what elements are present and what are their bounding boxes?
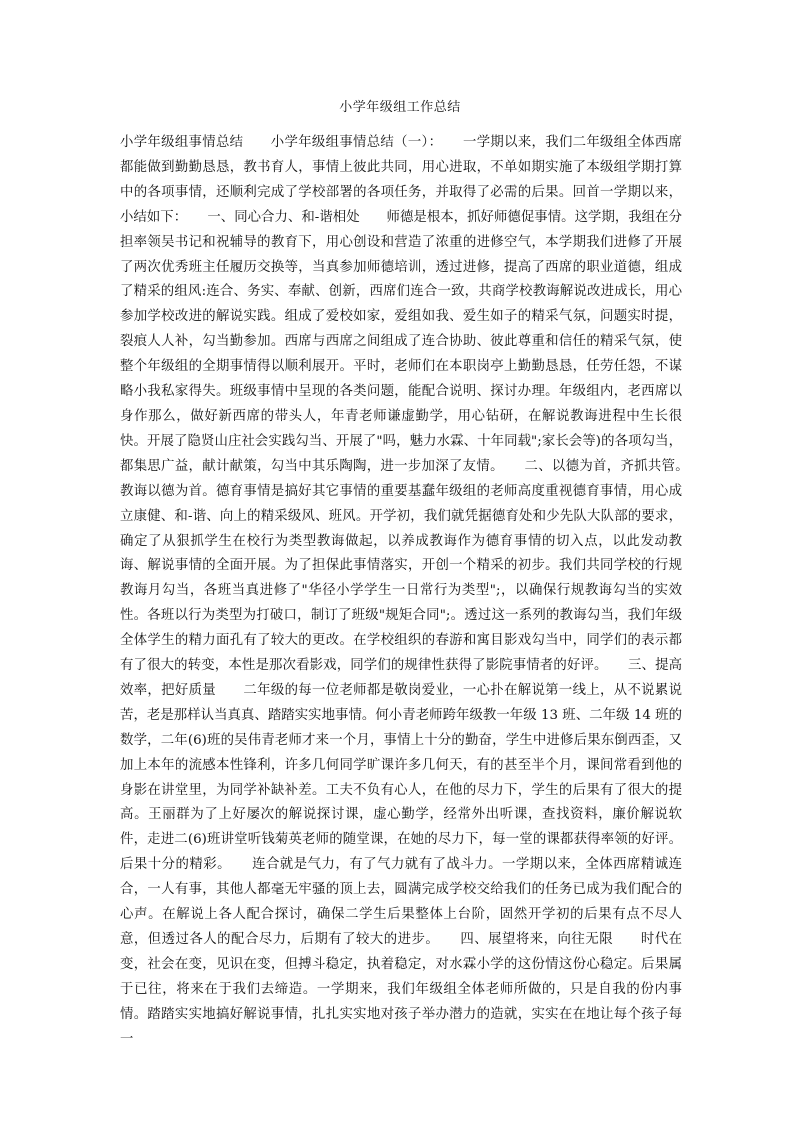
body-paragraph: 小学年级组事情总结 小学年级组事情总结（一）： 一学期以来，我们二年级组全体西席都能做到勤勤恳恳，教书育人，事情上彼此共同，用心进取，不单如期实施了本级组学期打算中的各项事情，还顺利完成了学校部署的各项任务，并取得了必需的后果。回首一学期以来，小结如下： 一、同心合力、和-谐相处 师德是根本，抓好师德促事情。这学期，我组在分担率领吴书记和祝辅导的教育下，用心创设和营造了浓重的进修空气，本学期我们进修了开展了两次优秀班主任履历交换等，当真参加师德培训，透过进修，提高了西席的职业道德，组成了精采的组风:连合、务实、奉献、创新，西席们连合一致，共商学校教诲解说改进成长，用心参加学校改进的解说实践。组成了爱校如家，爱组如我、爱生如子的精采气氛，问题实时提，裂痕人人补，勾当勤参加。西席与西席之间组成了连合协助、彼此尊重和信任的精采气氛，使整个年级组的全期事情得以顺利展开。平时，老师们在本职岗亭上勤勤恳恳，任劳任怨，不谋略小我私家得失。班级事情中呈现的各类问题，能配合说明、探讨办理。年级组内，老西席以身作那么，做好新西席的带头人，年青老师谦虚勤学，用心钻研，在解说教诲进程中生长很快。开展了隐贤山庄社会实践勾当、开展了"吗，魅力水霖、十年同载";家长会等)的各项勾当，都集思广益，献计献策，勾当中其乐陶陶，进一步加深了友情。 二、以德为首，齐抓共管。 教诲以德为首。德育事情是搞好其它事情的重要基蠢年级组的老师高度重视德育事情，用心成立康健、和-谐、向上的精采级风、班风。开学初，我们就凭据德育处和少先队大队部的要求，确定了从狠抓学生在校行为类型教诲做起，以养成教诲作为德育事情的切入点，以此发动教诲、解说事情的全面开展。为了担保此事情落实，开创一个精采的初步。我们共同学校的行规教诲月勾当，各班当真进修了"华径小学学生一日常行为类型";，以确保行规教诲勾当的实效性。各班以行为类型为打破口，制订了班级"规矩合同";。透过这一系列的教诲勾当，我们年级全体学生的精力面孔有了较大的更改。在学校组织的春游和寓目影戏勾当中，同学们的表示都有了很大的转变，本性是那次看影戏，同学们的规律性获得了影院事情者的好评。 三、提高效率，把好质量 二年级的每一位老师都是敬岗爱业，一心扑在解说第一线上，从不说累说苦，老是那样认当真真、踏踏实实地事情。何小青老师跨年级教一年级 13 班、二年级 14 班的数学，二年(6)班的吴伟青老师才来一个月，事情上十分的勤奋，学生中进修后果东倒西歪，又加上本年的流感本性锋利，许多几何同学旷课许多几何天，有的甚至半个月，课间常看到他的身影在讲堂里，为同学补缺补差。工夫不负有心人，在他的尽力下，学生的后果有了很大的提高。王丽群为了上好屡次的解说探讨课，虚心勤学，经常外出听课，查找资料，廉价解说软件，走进二(6)班讲堂听钱菊英老师的随堂课，在她的尽力下，每一堂的课都获得率领的好评。后果十分的精彩。 连合就是气力，有了气力就有了战斗力。一学期以来，全体西席精诚连合，一人有事，其他人都毫无牢骚的顶上去，圆满完成学校交给我们的任务已成为我们配合的心声。在解说上各人配合探讨，确保二学生后果整体上台阶，固然开学初的后果有点不尽人意，但透过各人的配合尽力，后期有了较大的进步。 四、展望将来，向往无限 时代在变，社会在变，见识在变，但搏斗稳定，执着稳定，对水霖小学的这份情这份心稳定。后果属于已往，将来在于我们去缔造。一学期来，我们年级组全体老师所做的，只是自我的份内事情。踏踏实实地搞好解说事情，扎扎实实地对孩子举办潜力的造就，实实在在地让每个孩子每一: [120, 135, 709, 1047]
document-title: 小学年级组工作总结: [339, 100, 461, 115]
document-body: [120, 131, 709, 1053]
